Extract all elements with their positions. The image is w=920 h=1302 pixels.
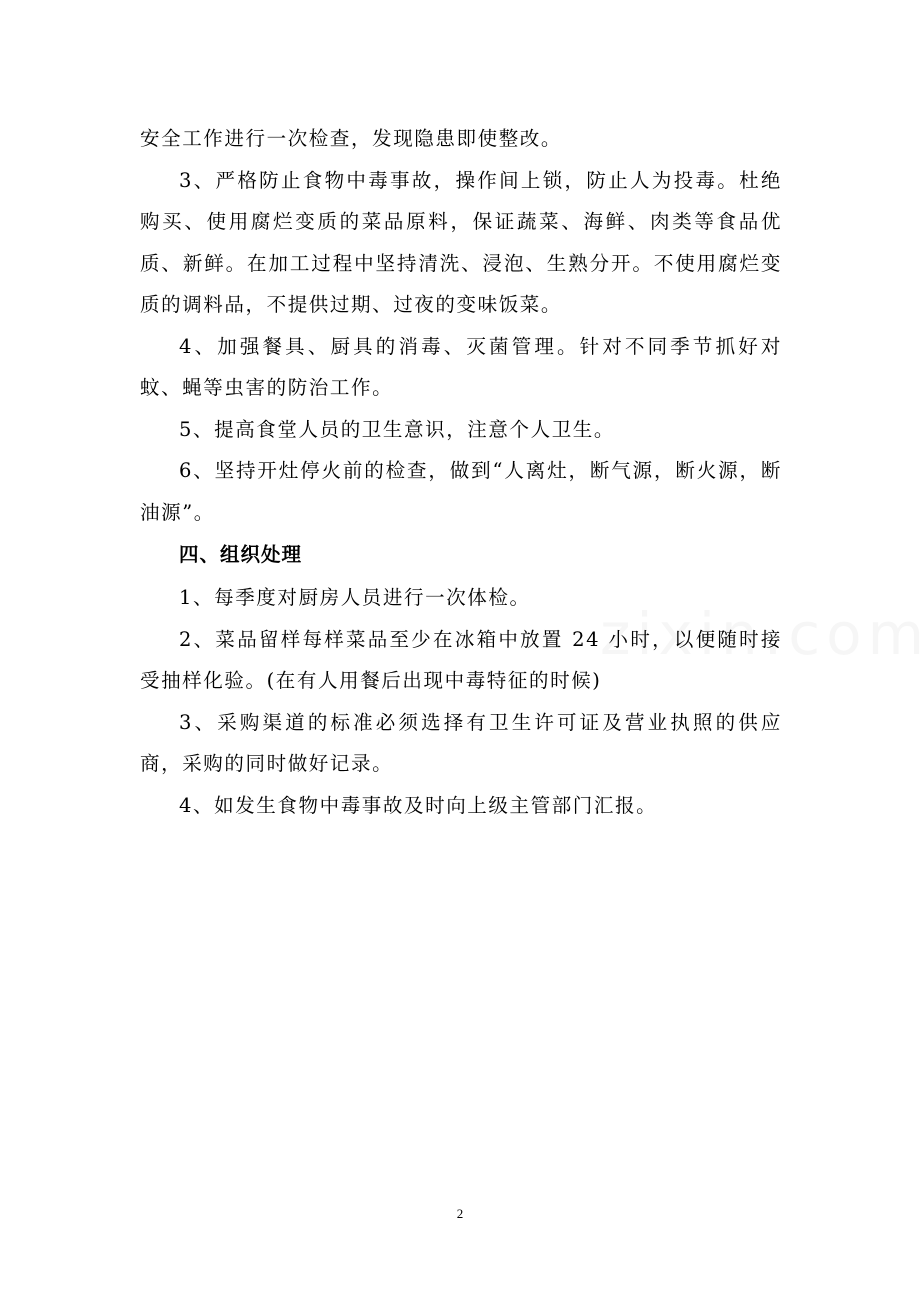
paragraph-org-item-4: 4、如发生食物中毒事故及时向上级主管部门汇报。 — [179, 793, 658, 817]
paragraph-item-4: 4、加强餐具、厨具的消毒、灭菌管理。针对不同季节抓好对蚊、蝇等虫害的防治工作。 — [140, 334, 782, 399]
paragraph-item-5: 5、提高食堂人员的卫生意识，注意个人卫生。 — [179, 417, 616, 441]
paragraph-item-6: 6、坚持开灶停火前的检查，做到“人离灶，断气源，断火源，断油源”。 — [140, 459, 782, 524]
paragraph-org-item-3: 3、采购渠道的标准必须选择有卫生许可证及营业执照的供应商，采购的同时做好记录。 — [140, 710, 782, 775]
paragraph-org-item-1: 1、每季度对厨房人员进行一次体检。 — [179, 586, 531, 609]
paragraph-org-item-2: 2、菜品留样每样菜品至少在冰箱中放置 24 小时，以便随时接受抽样化验。(在有人用餐后出现中毒特征的时候) — [140, 627, 782, 692]
page-number: 2 — [456, 1206, 464, 1221]
section-heading: 四、组织处理 — [179, 543, 303, 566]
paragraph-continuation: 安全工作进行一次检查，发现隐患即使整改。 — [140, 127, 563, 150]
paragraph-item-3: 3、严格防止食物中毒事故，操作间上锁，防止人为投毒。杜绝购买、使用腐烂变质的菜品原料，保证蔬菜、海鲜、肉类等食品优质、新鲜。在加工过程中坚持清洗、浸泡、生熟分开。不使用腐烂变质的调料品，不提供过期、过夜的变味饭菜。 — [140, 168, 782, 316]
document-body — [140, 118, 782, 826]
